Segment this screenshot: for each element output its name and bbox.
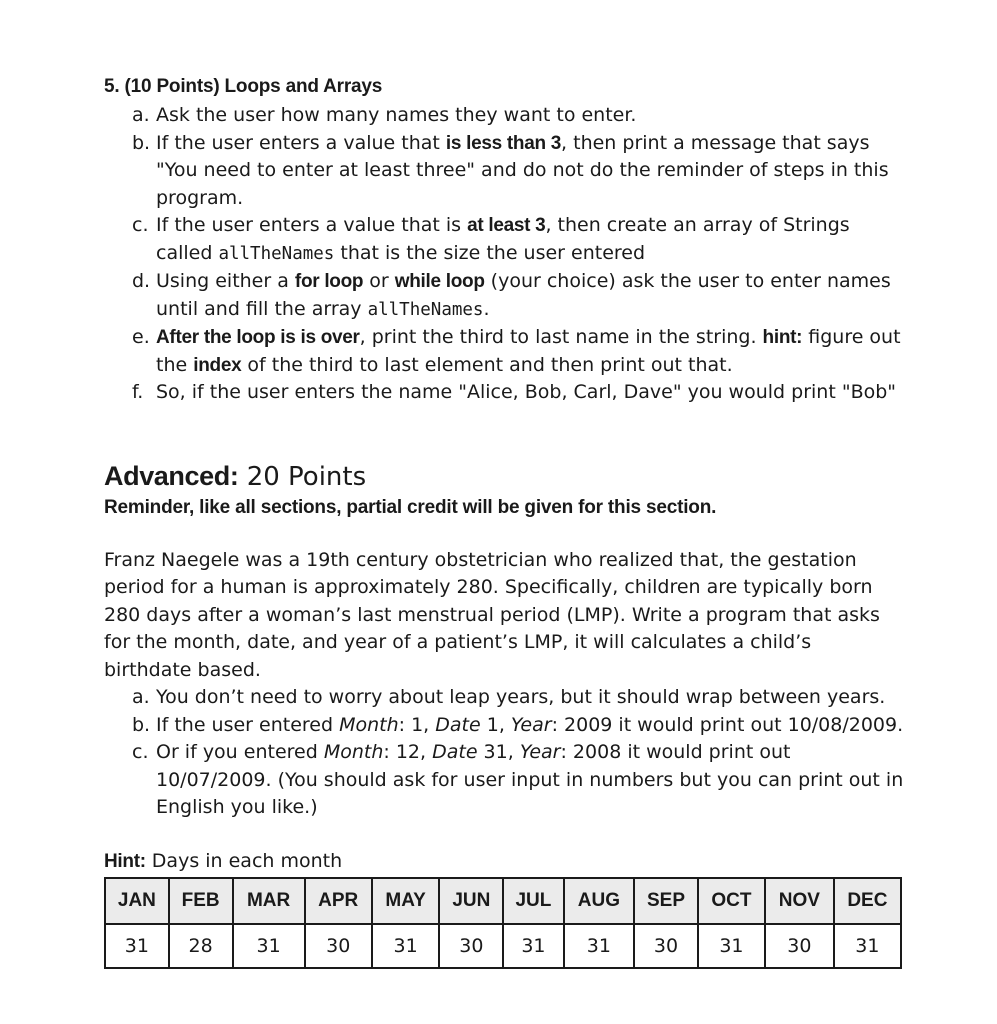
adv-step-c — [104, 739, 904, 822]
step-text: of the third to last element and then print out that. — [241, 353, 733, 376]
step-marker: a. — [132, 104, 150, 126]
days-in-month-table — [104, 877, 902, 969]
step-marker: c. — [132, 214, 149, 236]
step-emphasis: hint: — [762, 327, 803, 348]
month-header: MAR — [233, 878, 305, 924]
step-marker: e. — [132, 326, 150, 348]
step-d — [104, 268, 904, 324]
advanced-points: 20 Points — [238, 461, 367, 492]
month-header: JUL — [503, 878, 563, 924]
step-text: that is the size the user entered — [334, 241, 646, 264]
hint-text: Days in each month — [145, 849, 343, 872]
month-header: FEB — [169, 878, 233, 924]
month-header: MAY — [372, 878, 440, 924]
month-header: OCT — [698, 878, 765, 924]
step-italic: Year — [510, 713, 552, 736]
step-marker: c. — [132, 741, 149, 763]
step-f — [104, 379, 904, 407]
step-text: If the user enters a value that is — [156, 214, 468, 236]
step-b — [104, 130, 904, 213]
step-marker: b. — [132, 131, 151, 154]
days-row — [105, 924, 901, 968]
month-header: NOV — [765, 878, 834, 924]
step-text: You don’t need to worry about leap years, but it should wrap between years. — [156, 686, 886, 708]
step-text: Using either a — [156, 270, 295, 292]
hint-label: Hint: — [104, 850, 146, 872]
step-text: If the user enters a value that — [156, 131, 446, 154]
question-steps — [104, 102, 904, 407]
code-identifier: allTheNames — [218, 243, 335, 264]
step-text: 31, — [477, 741, 520, 763]
advanced-steps — [104, 684, 904, 822]
month-header: SEP — [634, 878, 698, 924]
question-title: 5. (10 Points) Loops and Arrays — [104, 76, 383, 97]
step-marker: f. — [132, 381, 144, 403]
step-text: : 12, — [383, 741, 433, 763]
step-text: : 1, — [398, 713, 436, 736]
step-text: , print the third to last name in the string. — [359, 326, 763, 348]
step-text: : 2008 it would print out 10/07/2009. (You should ask for user input in numbers but you can print out in English you like.) — [156, 741, 904, 818]
step-text: Ask the user how many names they want to enter. — [156, 104, 637, 126]
step-text: (your choice) ask the user to enter names until and fill the array — [156, 270, 891, 320]
step-text: , then create an array of Strings called — [156, 214, 850, 264]
adv-step-a — [104, 684, 904, 712]
document-page — [104, 76, 904, 969]
step-italic: Year — [519, 741, 561, 763]
step-text: or — [363, 270, 395, 292]
step-italic: Month — [323, 741, 384, 763]
step-marker: d. — [132, 270, 151, 292]
step-text: , then print a message that says "You need to enter at least three" and do not do the reminder of steps in this program. — [156, 131, 889, 209]
step-emphasis: index — [193, 354, 242, 376]
days-cell: 31 — [233, 924, 305, 968]
step-a — [104, 102, 904, 130]
step-text: If the user entered — [156, 713, 340, 736]
step-text: . — [483, 297, 490, 320]
adv-step-b — [104, 712, 904, 740]
days-cell: 30 — [439, 924, 503, 968]
step-e — [104, 324, 904, 379]
step-emphasis: for loop — [294, 271, 364, 292]
step-emphasis: is less than 3 — [445, 132, 562, 154]
reminder-text: Reminder, like all sections, partial credit will be given for this section. — [104, 496, 717, 518]
month-header: JAN — [105, 878, 169, 924]
hint-line — [104, 848, 904, 875]
month-header: JUN — [439, 878, 503, 924]
days-cell: 28 — [169, 924, 233, 968]
step-text: : 2009 it would print out 10/08/2009. — [551, 713, 904, 736]
step-c — [104, 212, 904, 268]
step-text: 1, — [480, 713, 511, 736]
days-cell: 31 — [564, 924, 634, 968]
problem-paragraph: Franz Naegele was a 19th century obstetrician who realized that, the gestation period for a human is approximately 280. Specifically, children are typically born 280 days after a woman’s last menstrual period (LMP). Write a program that asks for the month, date, and year of a patient’s LMP, it will calculates a child’s birthdate based. — [104, 548, 880, 681]
step-text: figure out the — [156, 326, 901, 376]
days-cell: 30 — [765, 924, 834, 968]
step-italic: Date — [432, 741, 478, 763]
code-identifier: allTheNames — [367, 299, 484, 320]
advanced-heading — [104, 460, 904, 493]
days-cell: 31 — [698, 924, 765, 968]
step-emphasis: at least 3 — [467, 215, 546, 236]
step-italic: Date — [435, 713, 481, 736]
month-header: AUG — [564, 878, 634, 924]
days-cell: 30 — [305, 924, 372, 968]
step-marker: b. — [132, 713, 151, 736]
step-marker: a. — [132, 686, 150, 708]
month-header: APR — [305, 878, 372, 924]
advanced-label: Advanced: — [104, 460, 239, 491]
step-emphasis: while loop — [394, 271, 485, 292]
days-cell: 31 — [372, 924, 440, 968]
step-italic: Month — [339, 713, 399, 736]
days-cell: 31 — [503, 924, 563, 968]
days-cell: 31 — [834, 924, 901, 968]
step-text: Or if you entered — [156, 741, 324, 763]
days-cell: 30 — [634, 924, 698, 968]
month-header: DEC — [834, 878, 901, 924]
step-text: So, if the user enters the name "Alice, Bob, Carl, Dave" you would print "Bob" — [156, 381, 897, 403]
month-header-row — [105, 878, 901, 924]
step-emphasis: After the loop is is over — [156, 327, 360, 348]
days-cell: 31 — [105, 924, 169, 968]
